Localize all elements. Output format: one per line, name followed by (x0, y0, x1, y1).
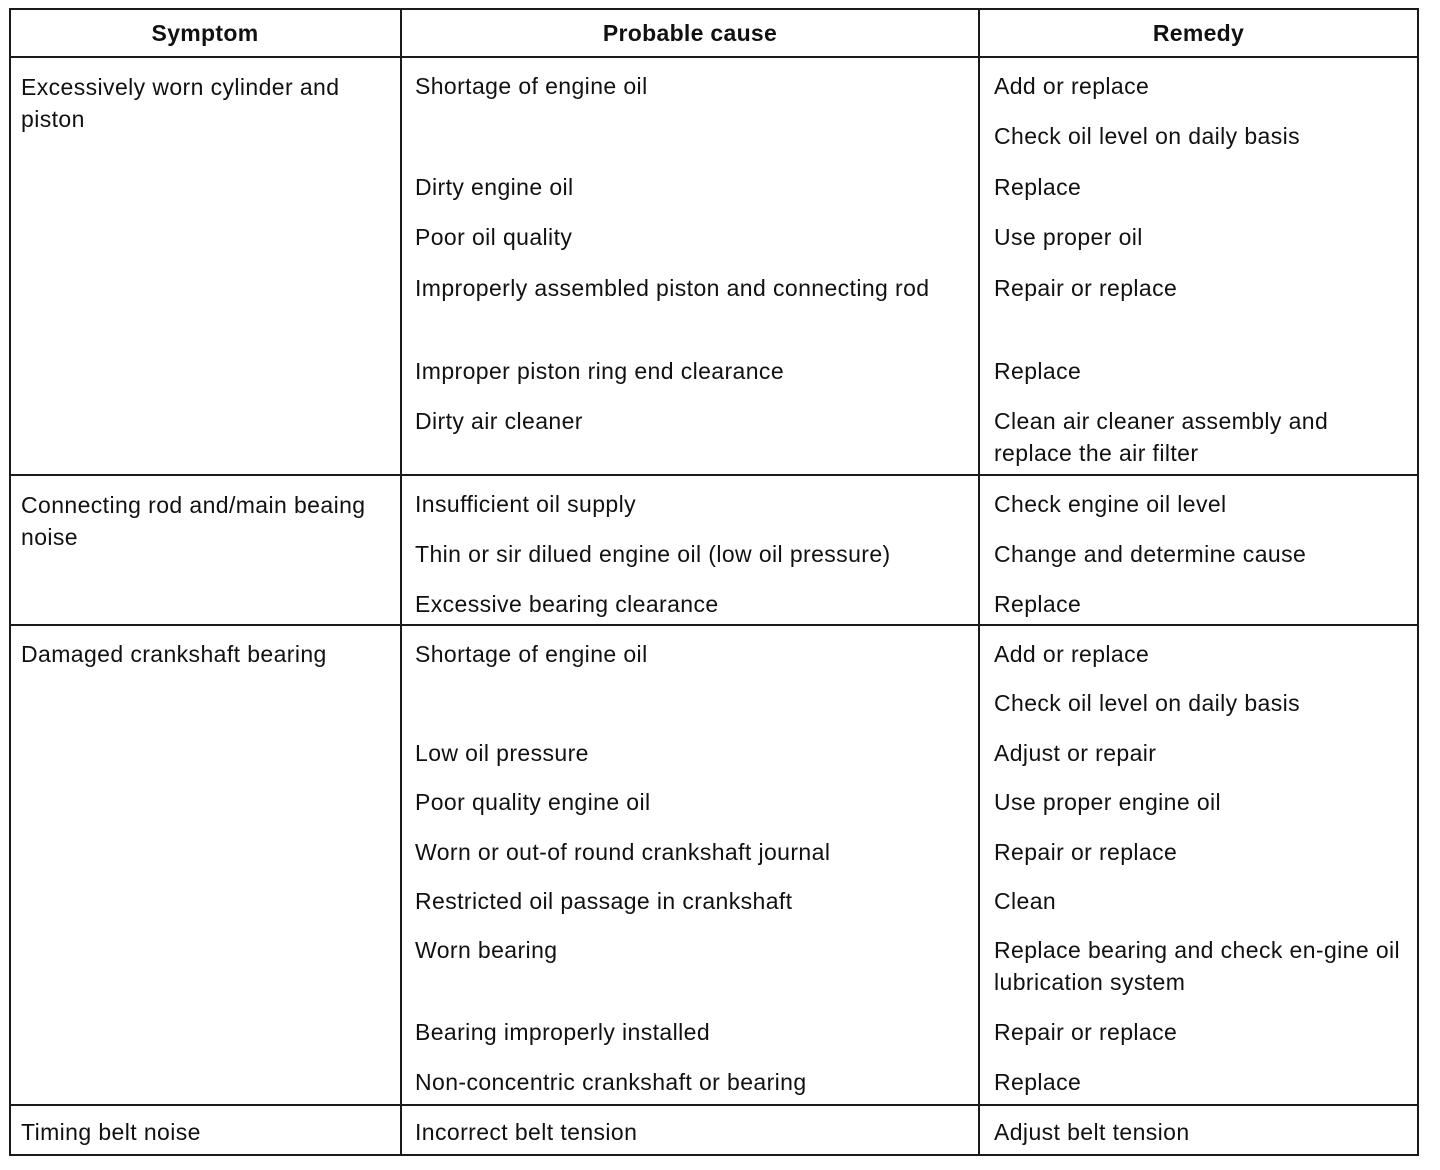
column-divider (978, 8, 980, 1156)
remedy-cell: Add or replace (994, 641, 1150, 667)
cause-cell: Excessive bearing clearance (415, 591, 719, 617)
remedy-cell: Repair or replace (994, 275, 1178, 301)
troubleshooting-table (9, 8, 1419, 1156)
remedy-cell: Replace (994, 358, 1082, 384)
remedy-cell: Clean (994, 888, 1057, 914)
cause-cell: Non-concentric crankshaft or bearing (415, 1069, 807, 1095)
remedy-cell: Adjust or repair (994, 740, 1157, 766)
cause-cell: Incorrect belt tension (415, 1119, 638, 1145)
symptom-cell: Timing belt noise (21, 1119, 201, 1145)
symptom-cell: Damaged crankshaft bearing (21, 641, 327, 667)
remedy-cell: Use proper engine oil (994, 789, 1222, 815)
cause-cell: Worn or out-of round crankshaft journal (415, 839, 831, 865)
symptom-cell: Connecting rod and/main beaing noise (21, 492, 366, 550)
remedy-cell: Replace (994, 174, 1082, 200)
remedy-cell: Replace (994, 1069, 1082, 1095)
remedy-cell: Change and determine cause (994, 541, 1307, 567)
cause-cell: Improperly assembled piston and connecting rod (415, 275, 930, 301)
row-divider (9, 1104, 1419, 1106)
remedy-cell: Replace (994, 591, 1082, 617)
cause-cell: Restricted oil passage in crankshaft (415, 888, 793, 914)
remedy-cell: Clean air cleaner assembly and replace the air filter (994, 408, 1329, 466)
cause-cell: Thin or sir dilued engine oil (low oil pressure) (415, 541, 891, 567)
cause-cell: Worn bearing (415, 937, 558, 963)
column-divider (400, 8, 402, 1156)
header-symptom: Symptom (151, 20, 259, 46)
remedy-cell: Check oil level on daily basis (994, 123, 1301, 149)
remedy-cell: Repair or replace (994, 1019, 1178, 1045)
remedy-cell: Adjust belt tension (994, 1119, 1190, 1145)
cause-cell: Low oil pressure (415, 740, 589, 766)
cause-cell: Poor quality engine oil (415, 789, 651, 815)
table-border-left (9, 8, 11, 1156)
remedy-cell: Use proper oil (994, 224, 1143, 250)
cause-cell: Dirty air cleaner (415, 408, 583, 434)
cause-cell: Shortage of engine oil (415, 73, 648, 99)
remedy-cell: Add or replace (994, 73, 1150, 99)
table-border-top (9, 8, 1419, 10)
cause-cell: Improper piston ring end clearance (415, 358, 785, 384)
remedy-cell: Repair or replace (994, 839, 1178, 865)
cause-cell: Poor oil quality (415, 224, 573, 250)
header-remedy: Remedy (1152, 20, 1245, 46)
header-probable-cause: Probable cause (602, 20, 778, 46)
symptom-cell: Excessively worn cylinder and piston (21, 74, 340, 132)
table-border-bottom (9, 1154, 1419, 1156)
row-divider (9, 474, 1419, 476)
remedy-cell: Replace bearing and check en-gine oil lubrication system (994, 937, 1401, 995)
cause-cell: Dirty engine oil (415, 174, 574, 200)
remedy-cell: Check engine oil level (994, 491, 1227, 517)
cause-cell: Bearing improperly installed (415, 1019, 711, 1045)
remedy-cell: Check oil level on daily basis (994, 690, 1301, 716)
header-divider (9, 56, 1419, 58)
row-divider (9, 624, 1419, 626)
cause-cell: Insufficient oil supply (415, 491, 637, 517)
cause-cell: Shortage of engine oil (415, 641, 648, 667)
table-border-right (1417, 8, 1419, 1156)
